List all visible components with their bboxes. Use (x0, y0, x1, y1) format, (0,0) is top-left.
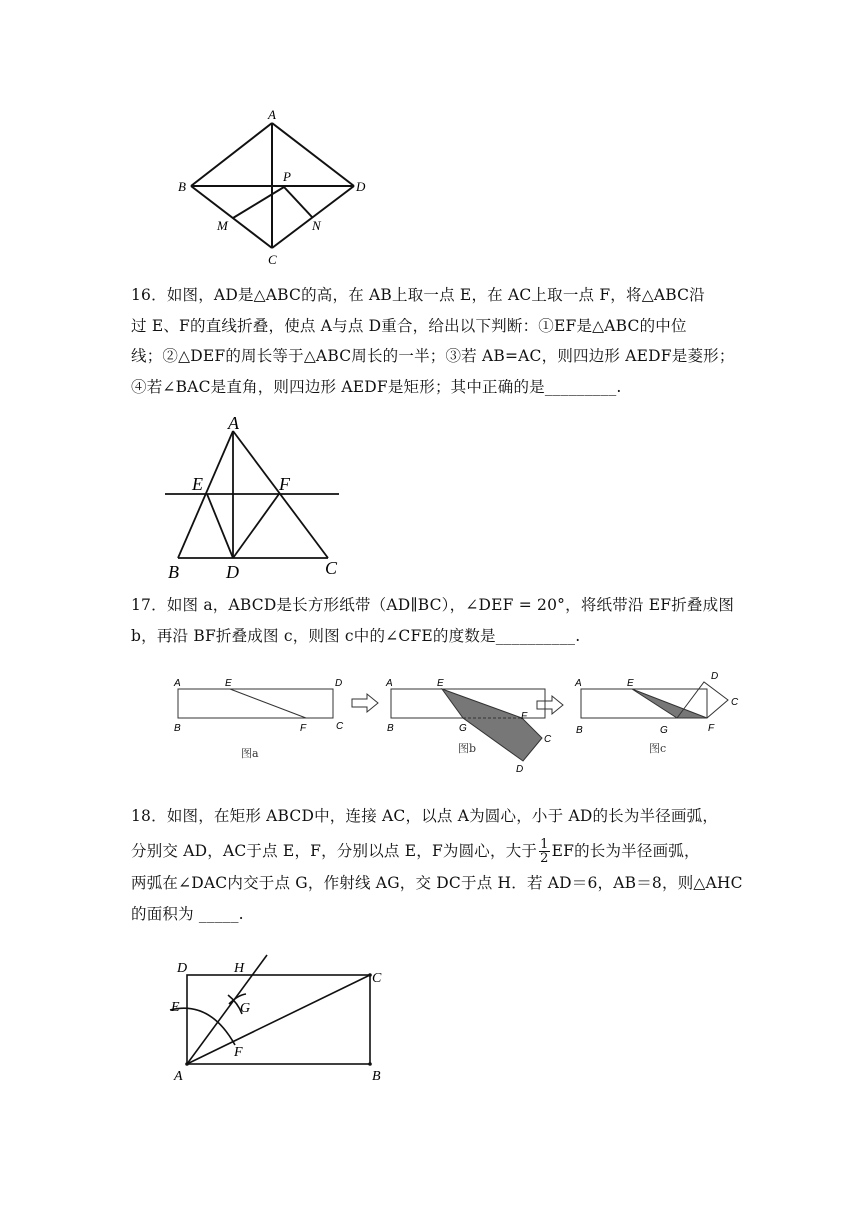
b-label-C: C (544, 734, 552, 745)
label-N: N (312, 218, 321, 233)
question-16-line-2: 过 E、F的直线折叠，使点 A与点 D重合，给出以下判断：①EF是△ABC的中位 (131, 316, 687, 335)
label-G: G (240, 1001, 251, 1016)
c-label-C: C (731, 697, 739, 708)
question-18-line-2b: EF的长为半径画弧， (551, 841, 700, 860)
label-P: P (283, 169, 291, 184)
c-label-E: E (627, 678, 634, 689)
question-18-line-3: 两弧在∠DAC内交于点 G，作射线 AG，交 DC于点 H．若 AD＝6，AB＝8，则△AHC (131, 874, 743, 892)
fraction-denominator: 2 (540, 851, 549, 866)
question-18-line-2 (131, 836, 731, 867)
b-label-F: F (521, 711, 528, 722)
label-A: A (174, 1069, 183, 1084)
c-label-A: A (575, 678, 582, 689)
question-16-line-3: 线；②△DEF的周长等于△ABC周长的一半；③若 AB=AC，则四边形 AEDF是菱形； (131, 347, 735, 365)
caption-fig-b: 图b (458, 742, 477, 755)
label-C: C (325, 558, 338, 578)
question-17-line-2: b，再沿 BF折叠成图 c，则图 c中的∠CFE的度数是__________. (131, 626, 581, 645)
question-16-line-1: 16．如图，AD是△ABC的高，在 AB上取一点 E，在 AC上取一点 F，将△ABC沿 (131, 286, 705, 304)
a-label-D: D (335, 678, 343, 689)
fraction-numerator: 1 (540, 837, 549, 852)
question-16 (131, 280, 735, 402)
a-label-B: B (174, 723, 181, 734)
c-label-G: G (660, 725, 668, 736)
label-H: H (234, 961, 245, 976)
question-18-line-2a: 分别交 AD，AC于点 E，F，分别以点 E，F为圆心，大于 (131, 841, 538, 860)
b-label-E: E (437, 678, 444, 689)
figure-q18 (160, 950, 390, 1085)
label-D: D (356, 179, 366, 194)
question-18 (131, 801, 743, 929)
question-17-line-1: 17．如图 a，ABCD是长方形纸带（AD∥BC），∠DEF = 20°，将纸带沿 EF折叠成图 (131, 596, 735, 614)
label-E: E (192, 474, 203, 494)
a-label-C: C (336, 721, 344, 732)
c-label-D: D (711, 671, 719, 682)
question-18-line-4: 的面积为 _____. (131, 904, 244, 923)
figure-q16 (160, 412, 350, 582)
a-label-F: F (300, 723, 307, 734)
label-F: F (234, 1045, 243, 1060)
b-label-B: B (387, 723, 394, 734)
fraction-one-half (539, 838, 549, 865)
question-17 (131, 590, 735, 651)
caption-fig-c: 图c (649, 742, 667, 755)
a-label-A: A (174, 678, 181, 689)
question-16-line-4: ④若∠BAC是直角，则四边形 AEDF是矩形；其中正确的是_________. (131, 377, 622, 396)
label-D: D (177, 961, 188, 976)
label-C: C (268, 252, 277, 267)
label-A: A (228, 413, 239, 433)
label-E: E (171, 1000, 180, 1015)
caption-fig-a: 图a (241, 747, 259, 760)
label-D: D (226, 562, 239, 582)
b-label-A: A (386, 678, 393, 689)
b-label-D: D (516, 764, 524, 775)
question-18-line-1: 18．如图，在矩形 ABCD中，连接 AC，以点 A为圆心，小于 AD的长为半径画弧， (131, 807, 719, 825)
label-M: M (217, 218, 228, 233)
b-label-G: G (459, 723, 467, 734)
figure-q15 (170, 105, 370, 270)
c-label-B: B (576, 725, 583, 736)
label-B: B (168, 562, 179, 582)
label-C: C (372, 971, 382, 986)
c-label-F: F (708, 723, 715, 734)
label-B: B (372, 1069, 381, 1084)
figure-q17 (165, 665, 755, 780)
label-F: F (279, 474, 290, 494)
a-label-E: E (225, 678, 232, 689)
label-B: B (178, 179, 186, 194)
label-A: A (268, 107, 276, 122)
